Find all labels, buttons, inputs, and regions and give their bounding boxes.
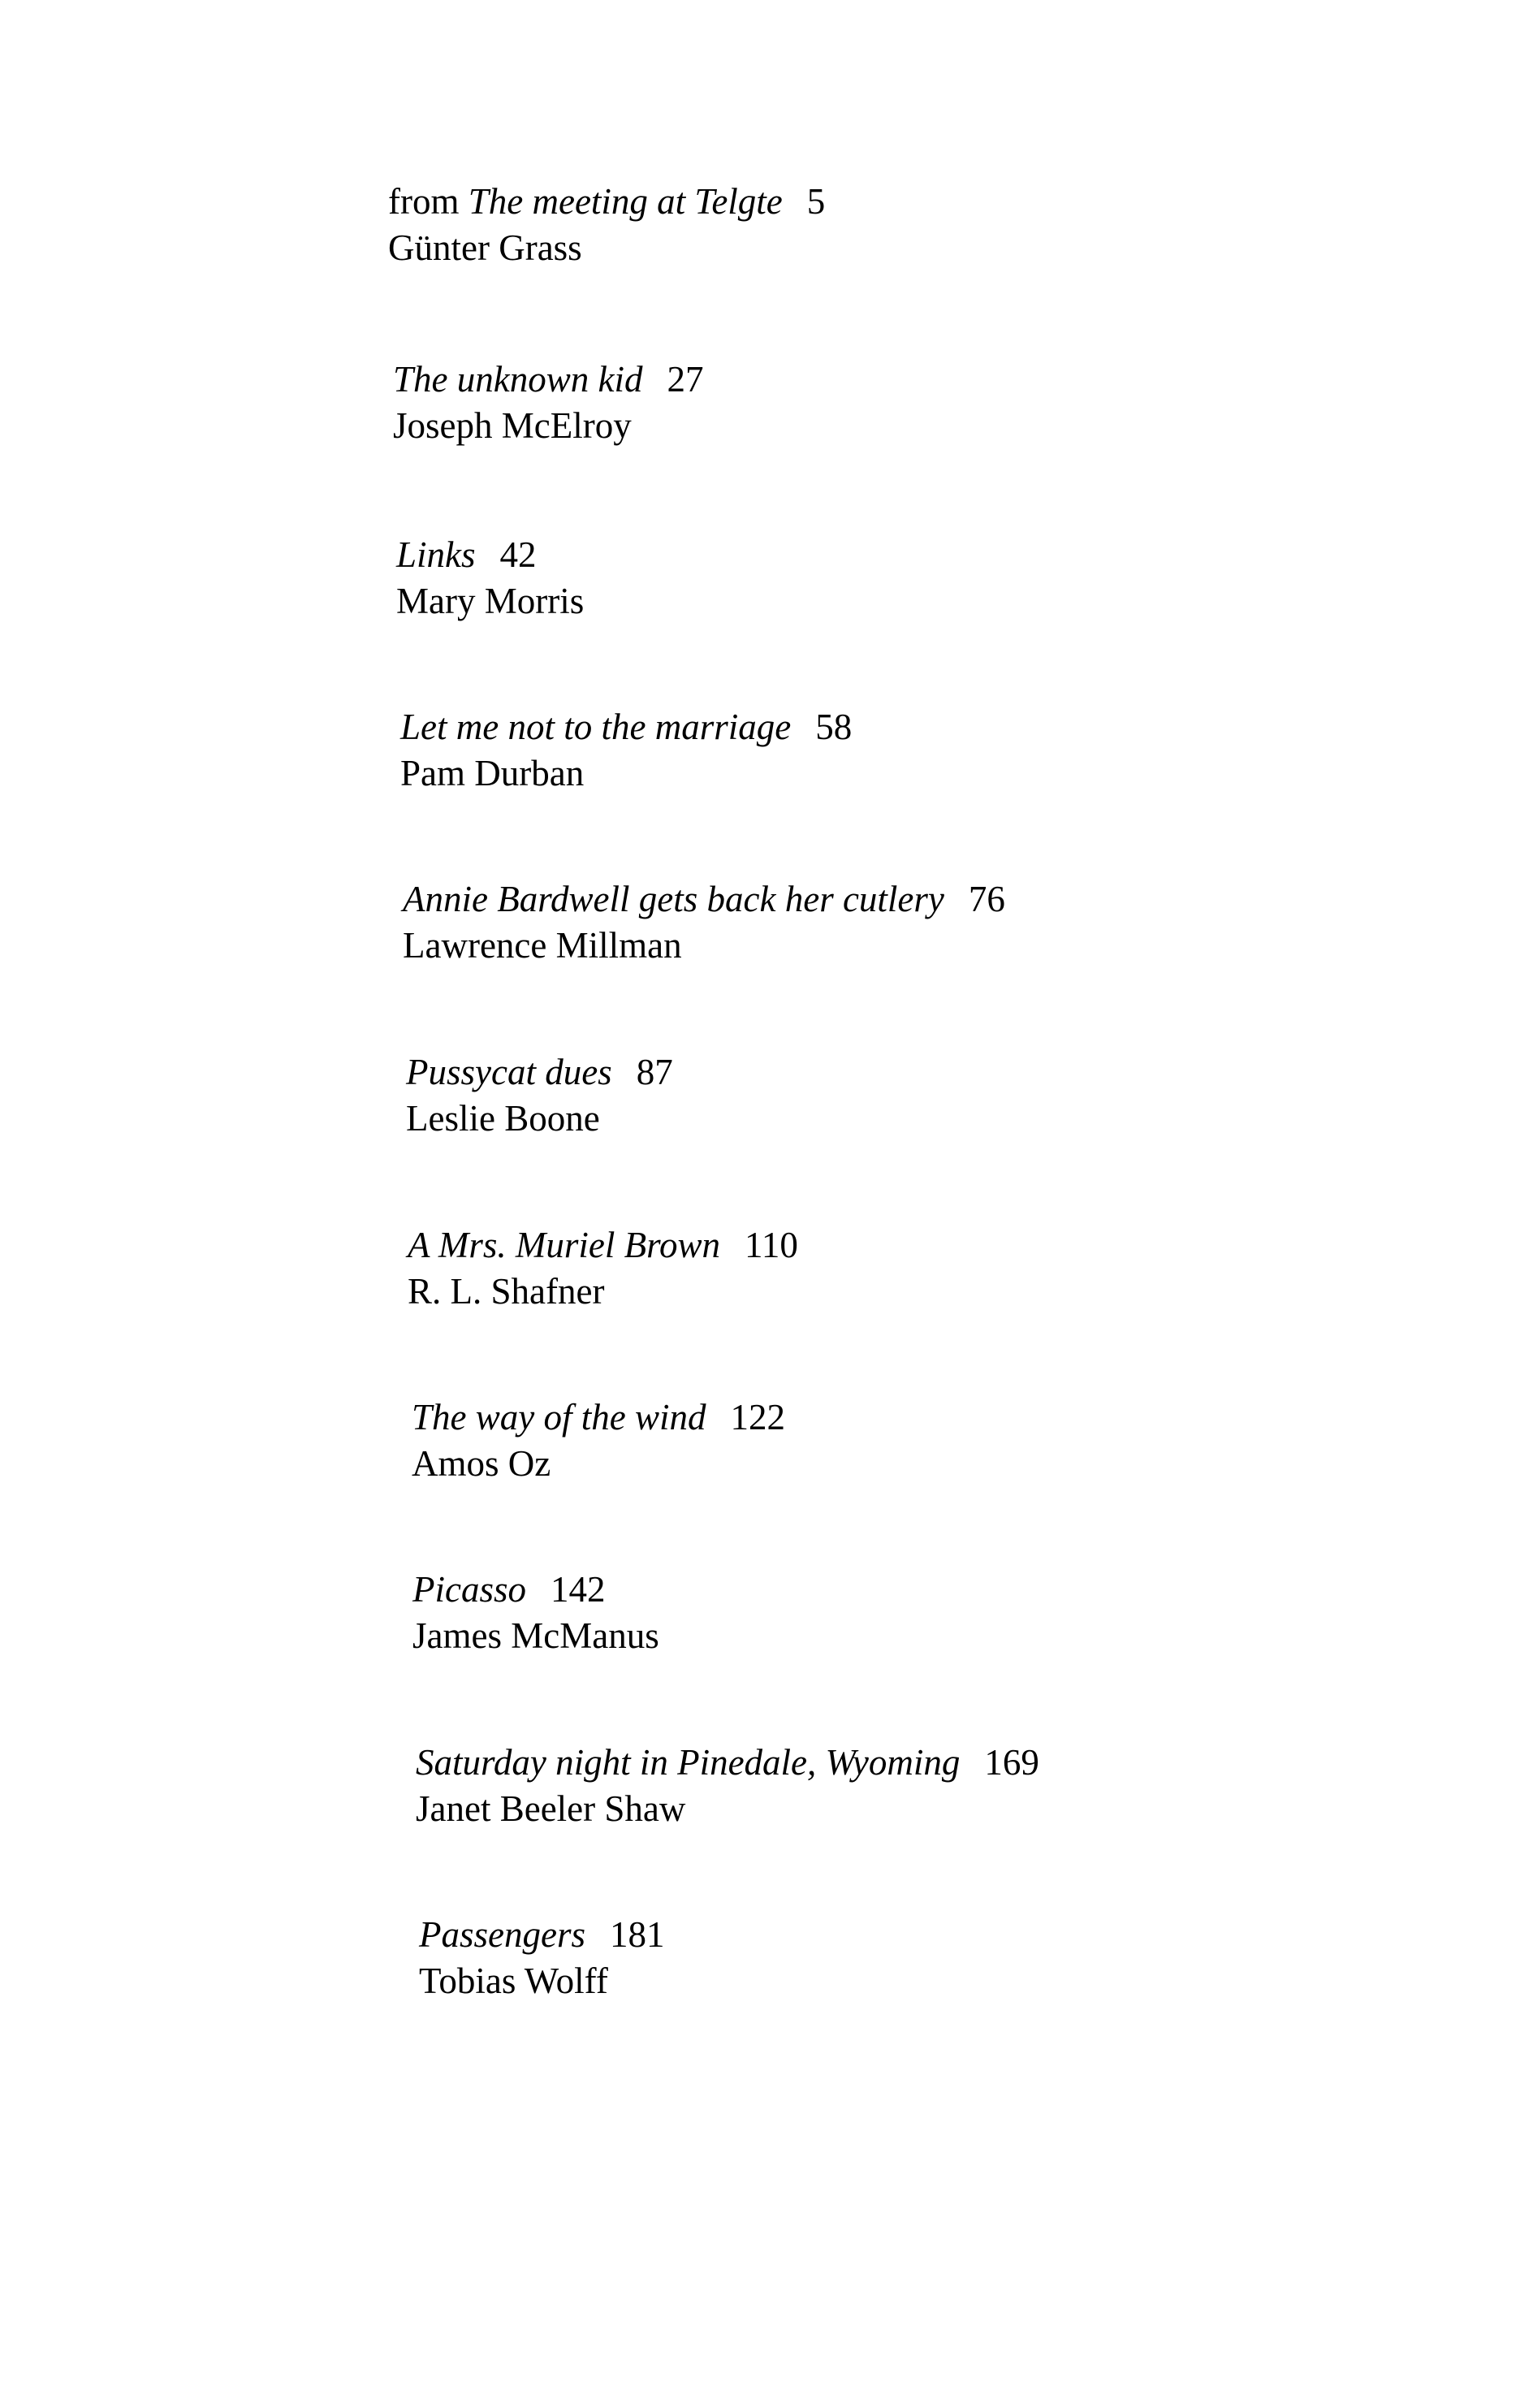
entry-title: A Mrs. Muriel Brown [408, 1225, 721, 1265]
toc-entry [403, 881, 1005, 964]
entry-title: The way of the wind [412, 1397, 706, 1437]
entry-title: Saturday night in Pinedale, Wyoming [416, 1742, 961, 1783]
entry-author: Janet Beeler Shaw [416, 1788, 686, 1829]
entry-title: The meeting at Telgte [468, 181, 783, 222]
toc-entry [396, 534, 585, 621]
toc-entry [419, 1914, 665, 2001]
entry-author: Mary Morris [396, 581, 585, 621]
entry-title: Annie Bardwell gets back her cutlery [403, 879, 944, 919]
entry-title-line [406, 1054, 673, 1096]
entry-page-number: 181 [609, 1914, 665, 1955]
entry-title: Passengers [419, 1914, 585, 1955]
entry-page-number: 27 [667, 359, 704, 400]
toc-entry [393, 361, 703, 444]
entry-title-line [400, 709, 852, 751]
entry-author: Amos Oz [412, 1443, 551, 1484]
entry-author: James McManus [412, 1615, 659, 1656]
entry-page-number: 169 [984, 1742, 1039, 1783]
entry-page-number: 76 [968, 879, 1005, 919]
entry-title-line [408, 1227, 798, 1269]
entry-page-number: 87 [636, 1052, 673, 1092]
entry-author: Pam Durban [400, 753, 585, 793]
entry-title-line [412, 1571, 659, 1614]
entry-page-number: 110 [745, 1225, 798, 1265]
toc-entry [408, 1227, 798, 1310]
toc-entry [406, 1054, 673, 1137]
toc-entry [412, 1399, 785, 1482]
toc-entry [388, 181, 826, 268]
entry-page-number: 58 [815, 707, 853, 747]
entry-page-number: 5 [806, 181, 826, 222]
entry-title-line [403, 881, 1005, 923]
toc-entry [412, 1571, 659, 1654]
entry-title-line [396, 534, 584, 579]
entry-title: The unknown kid [393, 359, 643, 400]
entry-author: Leslie Boone [406, 1098, 600, 1139]
entry-author: R. L. Shafner [408, 1271, 605, 1312]
entry-title-line [412, 1399, 785, 1442]
entry-page-number: 122 [730, 1397, 785, 1437]
entry-title: Picasso [412, 1569, 526, 1610]
entry-author: Joseph McElroy [393, 405, 632, 446]
toc-entry [416, 1744, 1039, 1827]
entry-title-line [393, 361, 703, 404]
entry-title-line [419, 1914, 665, 1959]
entry-title-line [388, 181, 826, 226]
entry-title: Let me not to the marriage [400, 707, 792, 747]
entry-author: Lawrence Millman [403, 925, 682, 966]
entry-author: Günter Grass [388, 227, 582, 268]
entry-prefix: from [388, 181, 460, 222]
entry-title: Pussycat dues [406, 1052, 612, 1092]
entry-title-line [416, 1744, 1039, 1787]
entry-page-number: 42 [499, 534, 537, 575]
entry-title: Links [396, 534, 476, 575]
entry-author: Tobias Wolff [419, 1961, 608, 2001]
entry-page-number: 142 [551, 1569, 606, 1610]
toc-entry [400, 709, 852, 792]
